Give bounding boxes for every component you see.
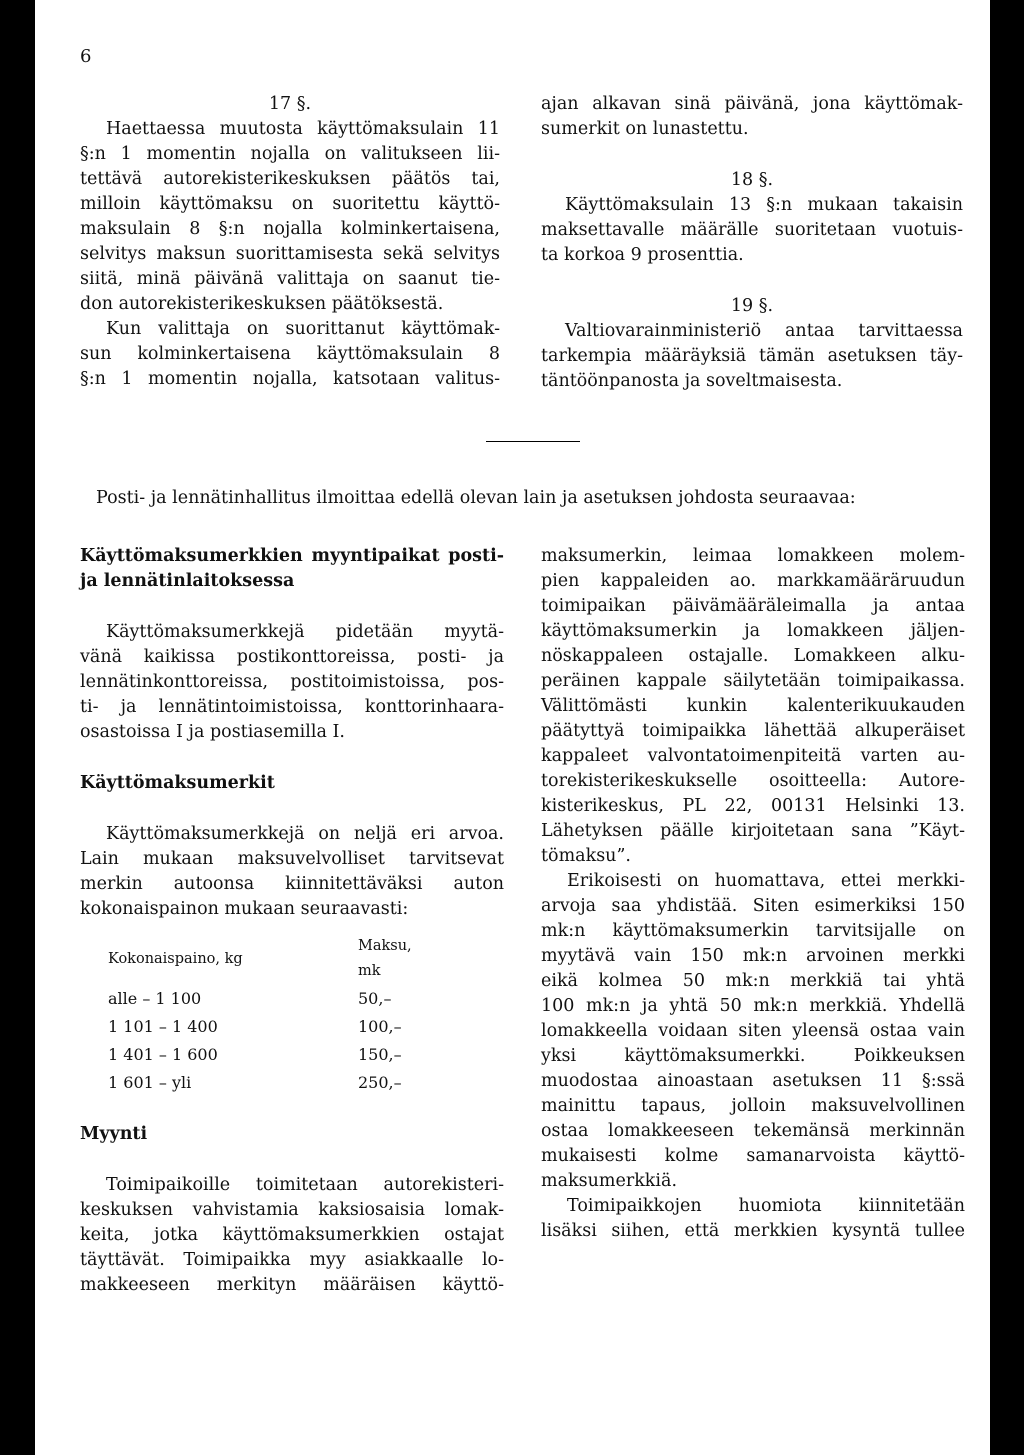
text-line: Käyttömaksulain 13 §:n mukaan takaisin	[565, 195, 963, 215]
text-line: täntöönpanosta ja soveltmaisesta.	[541, 371, 843, 391]
text-line: ajan alkavan sinä päivänä, jona käyttömak-	[541, 94, 963, 114]
text-line: keskuksen vahvistamia kaksiosaisia lomak-	[80, 1200, 504, 1220]
fee-amount: 250,–	[358, 1072, 402, 1092]
text-line: nöskappaleen ostajalle. Lomakkeen alku-	[541, 646, 965, 666]
text-line: Lain mukaan maksuvelvolliset tarvitsevat	[80, 849, 504, 869]
text-line: selvitys maksun suorittamisesta sekä selvitys	[80, 244, 500, 264]
text-line: muodostaa ainoastaan asetuksen 11 §:ssä	[541, 1071, 965, 1091]
paragraph-sales	[80, 1173, 504, 1298]
fee-table	[108, 934, 418, 1096]
text-line: Haettaessa muutosta käyttömaksulain 11	[106, 119, 500, 139]
text-line: maksumerkin, leimaa lomakkeen molem-	[541, 546, 965, 566]
heading-sales-locations	[80, 544, 504, 594]
text-line: Lähetyksen päälle kirjoitetaan sana ”Käyt-	[541, 821, 965, 841]
column-3	[80, 544, 504, 1298]
paragraph-demand-note	[541, 1194, 965, 1244]
text-line: kokonaispainon mukaan seuraavasti:	[80, 899, 409, 919]
text-line: makkeeseen merkityn määräisen käyttö-	[80, 1275, 504, 1295]
paragraph-17-continued	[541, 92, 963, 142]
text-line: Valtiovarainministeriö antaa tarvittaessa	[565, 321, 963, 341]
text-line: tarkempia määräyksiä tämän asetuksen täy-	[541, 346, 963, 366]
text-line: sumerkit on lunastettu.	[541, 119, 749, 139]
text-line: mk:n käyttömaksumerkin tarvitsijalle on	[541, 921, 965, 941]
paragraph-combination-rule	[541, 869, 965, 1194]
text-line: don autorekisterikeskuksen päätöksestä.	[80, 294, 444, 314]
text-line: päätyttyä toimipaikka lähettää alkuperäiset	[541, 721, 965, 741]
text-line: mukaisesti kolme samanarvoista käyttö-	[541, 1146, 965, 1166]
text-line: myytävä vain 150 mk:n arvoinen merkki	[541, 946, 965, 966]
heading-sales: Myynti	[80, 1124, 148, 1144]
text-line: vänä kaikissa postikonttoreissa, posti- ja	[80, 647, 504, 667]
text-line: toimipaikan päivämääräleimalla ja antaa	[541, 596, 965, 616]
text-line: ti- ja lennätintoimistoissa, konttorinhaara-	[80, 697, 504, 717]
text-line: arvoja saa yhdistää. Siten esimerkiksi 150	[541, 896, 965, 916]
page-number: 6	[80, 46, 92, 67]
text-line: pien kappaleiden ao. markkamääräruudun	[541, 571, 965, 591]
text-line: maksulain 8 §:n nojalla kolminkertaisena,	[80, 219, 500, 239]
text-line: osastoissa I ja postiasemilla I.	[80, 722, 345, 742]
text-line: ostaa lomakkeeseen tekemänsä merkinnän	[541, 1121, 965, 1141]
fee-weight-range: 1 401 – 1 600	[108, 1044, 218, 1064]
text-line: siitä, minä päivänä valittaja on saanut tie-	[80, 269, 500, 289]
fee-table-header-fee: Maksu, mk	[358, 938, 412, 979]
text-line: käyttömaksumerkin ja lomakkeen jäljen-	[541, 621, 965, 641]
text-line: kisterikeskus, PL 22, 00131 Helsinki 13.	[541, 796, 965, 816]
text-line: merkin autoonsa kiinnitettäväksi auton	[80, 874, 504, 894]
text-line: keita, jotka käyttömaksumerkkien ostajat	[80, 1225, 504, 1245]
table-row	[108, 1068, 418, 1096]
paragraph-17-2	[80, 317, 500, 392]
text-line: Käyttömaksumerkkejä on neljä eri arvoa.	[106, 824, 504, 844]
text-line: Käyttömaksumerkkejä pidetään myytä-	[106, 622, 504, 642]
heading-line: Käyttömaksumerkkien myyntipaikat posti-	[80, 546, 504, 566]
text-line: Toimipaikoille toimitetaan autorekisteri-	[106, 1175, 504, 1195]
text-line: peräinen kappale säilytetään toimipaikassa.	[541, 671, 965, 691]
text-line: ta korkoa 9 prosenttia.	[541, 245, 744, 265]
text-line: maksumerkkiä.	[541, 1171, 678, 1191]
text-line: kappaleet valvontatoimenpiteitä varten au-	[541, 746, 965, 766]
text-line: maksettavalle määrälle suoritetaan vuotuis-	[541, 220, 963, 240]
section-divider	[486, 441, 580, 442]
fee-table-header-weight: Kokonaispaino, kg	[108, 950, 243, 967]
text-line: Toimipaikkojen huomiota kiinnitetään	[567, 1196, 965, 1216]
section-18-title: 18 §.	[730, 170, 774, 190]
heading-line: ja lennätinlaitoksessa	[80, 571, 295, 591]
text-line: täyttävät. Toimipaikka myy asiakkaalle lo-	[80, 1250, 504, 1270]
fee-weight-range: 1 601 – yli	[108, 1072, 192, 1092]
paragraph-stamps	[80, 822, 504, 922]
fee-weight-range: alle – 1 100	[108, 988, 202, 1008]
text-line: Kun valittaja on suorittanut käyttömak-	[106, 319, 500, 339]
column-2	[541, 92, 963, 394]
column-1	[80, 92, 500, 392]
column-4	[541, 544, 965, 1244]
text-line: torekisterikeskukselle osoitteella: Autore-	[541, 771, 965, 791]
text-line: tömaksu”.	[541, 846, 631, 866]
text-line: lomakkeella voidaan siten yleensä ostaa vain	[541, 1021, 965, 1041]
paragraph-18	[541, 193, 963, 268]
fee-amount: 150,–	[358, 1044, 402, 1064]
text-line: Välittömästi kunkin kalenterikuukauden	[541, 696, 965, 716]
heading-stamps: Käyttömaksumerkit	[80, 773, 275, 793]
scan-border-left	[0, 0, 35, 1455]
text-line: sun kolminkertaisena käyttömaksulain 8	[80, 344, 500, 364]
scan-border-right	[990, 0, 1024, 1455]
paragraph-17-1	[80, 117, 500, 317]
text-line: Erikoisesti on huomattava, ettei merkki-	[567, 871, 965, 891]
text-line: 100 mk:n ja yhtä 50 mk:n merkkiä. Yhdellä	[541, 996, 965, 1016]
paragraph-sales-locations	[80, 620, 504, 745]
announcement-intro: Posti- ja lennätinhallitus ilmoittaa edellä olevan lain ja asetuksen johdosta seuraavaa:	[96, 488, 856, 508]
paragraph-19	[541, 319, 963, 394]
fee-amount: 50,–	[358, 988, 392, 1008]
fee-weight-range: 1 101 – 1 400	[108, 1016, 218, 1036]
text-line: lennätinkonttoreissa, postitoimistoissa, pos-	[80, 672, 504, 692]
text-line: yksi käyttömaksumerkki. Poikkeuksen	[541, 1046, 965, 1066]
text-line: tettävä autorekisterikeskuksen päätös tai,	[80, 169, 500, 189]
text-line: milloin käyttömaksu on suoritettu käyttö-	[80, 194, 500, 214]
text-line: mainittu tapaus, jolloin maksuvelvollinen	[541, 1096, 965, 1116]
table-row	[108, 1040, 418, 1068]
fee-amount: 100,–	[358, 1016, 402, 1036]
text-line: §:n 1 momentin nojalla, katsotaan valitus-	[80, 369, 500, 389]
text-line: lisäksi siihen, että merkkien kysyntä tullee	[541, 1221, 965, 1241]
section-17-title: 17 §.	[268, 94, 312, 114]
text-line: §:n 1 momentin nojalla on valitukseen lii-	[80, 144, 500, 164]
table-row	[108, 984, 418, 1012]
section-19-title: 19 §.	[730, 296, 774, 316]
text-line: eikä kolmea 50 mk:n merkkiä tai yhtä	[541, 971, 965, 991]
table-row	[108, 1012, 418, 1040]
paragraph-sales-continued	[541, 544, 965, 869]
